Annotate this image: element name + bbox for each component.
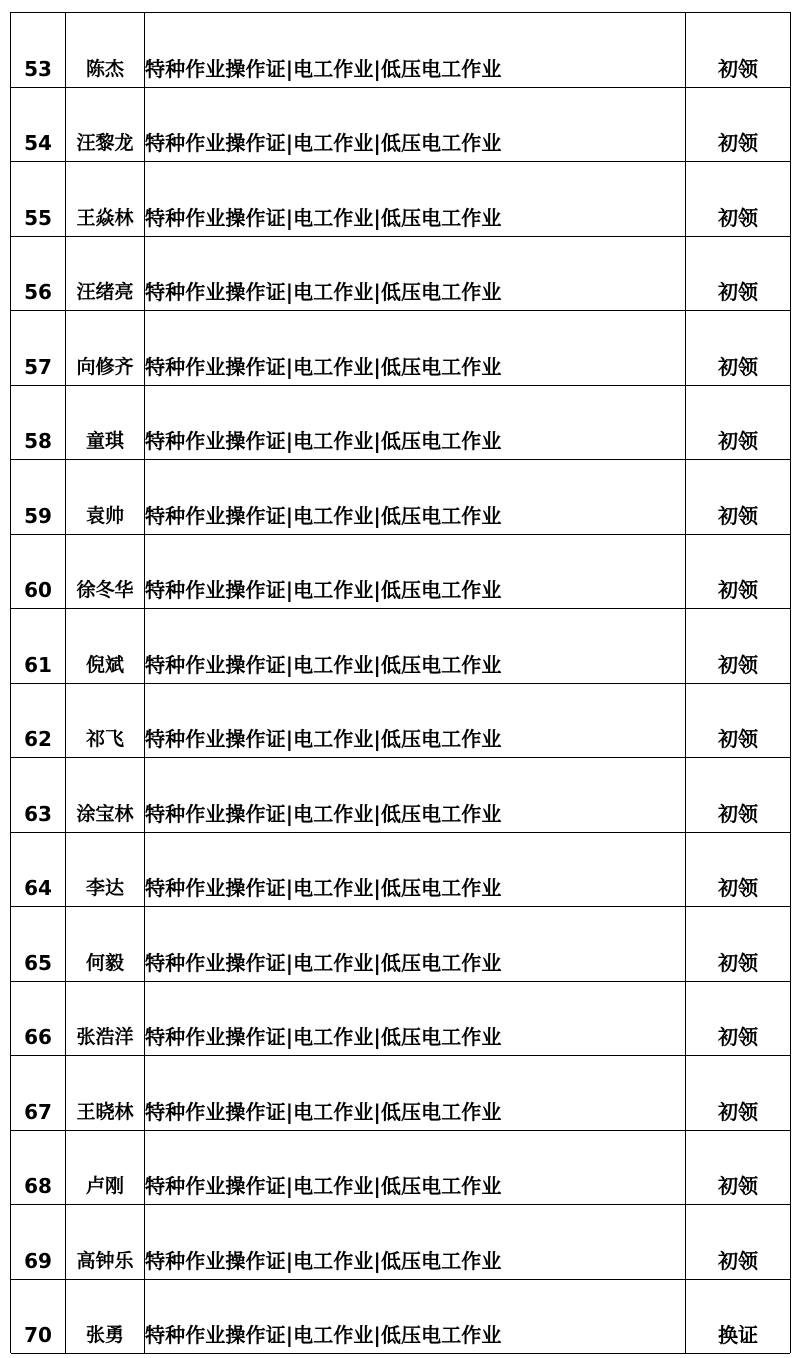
certificate-type-cell: 特种作业操作证|电工作业|低压电工作业 (145, 833, 686, 907)
certificate-type-cell: 特种作业操作证|电工作业|低压电工作业 (145, 162, 686, 236)
table-row (11, 237, 790, 312)
application-kind-cell: 初领 (718, 1025, 758, 1049)
certificate-type-cell: 特种作业操作证|电工作业|低压电工作业 (145, 1280, 686, 1354)
table-row (11, 1205, 790, 1280)
person-name-cell: 卢刚 (66, 1131, 145, 1205)
certificate-type-cell: 特种作业操作证|电工作业|低压电工作业 (145, 609, 686, 683)
row-number-cell: 58 (11, 386, 66, 460)
certificate-type-cell: 特种作业操作证|电工作业|低压电工作业 (145, 386, 686, 460)
application-kind-cell: 初领 (718, 1099, 758, 1124)
certificate-type-cell: 特种作业操作证|电工作业|低压电工作业 (145, 1131, 686, 1205)
certificate-type-cell: 特种作业操作证|电工作业|低压电工作业 (145, 311, 686, 385)
person-name-cell: 童琪 (66, 386, 145, 460)
application-kind-cell: 初领 (718, 354, 758, 379)
application-kind-cell: 初领 (718, 578, 758, 602)
person-name-cell: 向修齐 (66, 311, 145, 385)
table-row (11, 88, 790, 163)
certificate-type-cell: 特种作业操作证|电工作业|低压电工作业 (145, 907, 686, 981)
row-number-cell: 67 (11, 1056, 66, 1130)
certificate-type-cell: 特种作业操作证|电工作业|低压电工作业 (145, 982, 686, 1056)
row-number-cell: 63 (11, 758, 66, 832)
application-kind-cell: 初领 (718, 205, 758, 230)
row-number-cell: 59 (11, 460, 66, 534)
table-row (11, 386, 790, 461)
person-name-cell: 陈杰 (66, 13, 145, 87)
certificate-type-cell: 特种作业操作证|电工作业|低压电工作业 (145, 684, 686, 758)
person-name-cell: 倪斌 (66, 609, 145, 683)
row-number-cell: 60 (11, 535, 66, 609)
application-kind-cell: 初领 (718, 652, 758, 677)
person-name-cell: 高钟乐 (66, 1205, 145, 1279)
table-row (11, 833, 790, 908)
row-number-cell: 65 (11, 907, 66, 981)
table-row (11, 162, 790, 237)
table-row (11, 982, 790, 1057)
person-name-cell: 祁飞 (66, 684, 145, 758)
row-number-cell: 57 (11, 311, 66, 385)
person-name-cell: 汪黎龙 (66, 88, 145, 162)
person-name-cell: 袁帅 (66, 460, 145, 534)
row-number-cell: 69 (11, 1205, 66, 1279)
person-name-cell: 王焱林 (66, 162, 145, 236)
certificate-type-cell: 特种作业操作证|电工作业|低压电工作业 (145, 13, 686, 87)
certificate-type-cell: 特种作业操作证|电工作业|低压电工作业 (145, 1205, 686, 1279)
certificate-type-cell: 特种作业操作证|电工作业|低压电工作业 (145, 88, 686, 162)
table-row (11, 1056, 790, 1131)
person-name-cell: 何毅 (66, 907, 145, 981)
person-name-cell: 王晓林 (66, 1056, 145, 1130)
row-number-cell: 64 (11, 833, 66, 907)
person-name-cell: 徐冬华 (66, 535, 145, 609)
application-kind-cell: 初领 (718, 1174, 758, 1198)
application-kind-cell: 初领 (718, 801, 758, 826)
row-number-cell: 55 (11, 162, 66, 236)
table-row (11, 609, 790, 684)
table-row (11, 1280, 790, 1355)
certificate-type-cell: 特种作业操作证|电工作业|低压电工作业 (145, 237, 686, 311)
application-kind-cell: 初领 (718, 950, 758, 975)
application-kind-cell: 初领 (718, 727, 758, 751)
table-row (11, 684, 790, 759)
certificate-type-cell: 特种作业操作证|电工作业|低压电工作业 (145, 460, 686, 534)
table-row (11, 13, 790, 88)
person-name-cell: 汪绪亮 (66, 237, 145, 311)
row-number-cell: 62 (11, 684, 66, 758)
person-name-cell: 李达 (66, 833, 145, 907)
row-number-cell: 54 (11, 88, 66, 162)
person-name-cell: 张勇 (66, 1280, 145, 1354)
application-kind-cell: 初领 (718, 503, 758, 528)
certificate-type-cell: 特种作业操作证|电工作业|低压电工作业 (145, 1056, 686, 1130)
row-number-cell: 61 (11, 609, 66, 683)
table-row (11, 535, 790, 610)
person-name-cell: 涂宝林 (66, 758, 145, 832)
roster-table (10, 12, 791, 1353)
certificate-type-cell: 特种作业操作证|电工作业|低压电工作业 (145, 535, 686, 609)
table-row (11, 907, 790, 982)
row-number-cell: 70 (11, 1280, 66, 1354)
application-kind-cell: 换证 (718, 1323, 758, 1347)
row-number-cell: 53 (11, 13, 66, 87)
application-kind-cell: 初领 (718, 280, 758, 304)
row-number-cell: 66 (11, 982, 66, 1056)
table-row (11, 1131, 790, 1206)
application-kind-cell: 初领 (718, 876, 758, 900)
application-kind-cell: 初领 (718, 131, 758, 155)
row-number-cell: 68 (11, 1131, 66, 1205)
table-row (11, 758, 790, 833)
certificate-type-cell: 特种作业操作证|电工作业|低压电工作业 (145, 758, 686, 832)
table-row (11, 311, 790, 386)
application-kind-cell: 初领 (718, 1248, 758, 1273)
table-row (11, 460, 790, 535)
row-number-cell: 56 (11, 237, 66, 311)
application-kind-cell: 初领 (718, 429, 758, 453)
person-name-cell: 张浩洋 (66, 982, 145, 1056)
application-kind-cell: 初领 (718, 56, 758, 81)
